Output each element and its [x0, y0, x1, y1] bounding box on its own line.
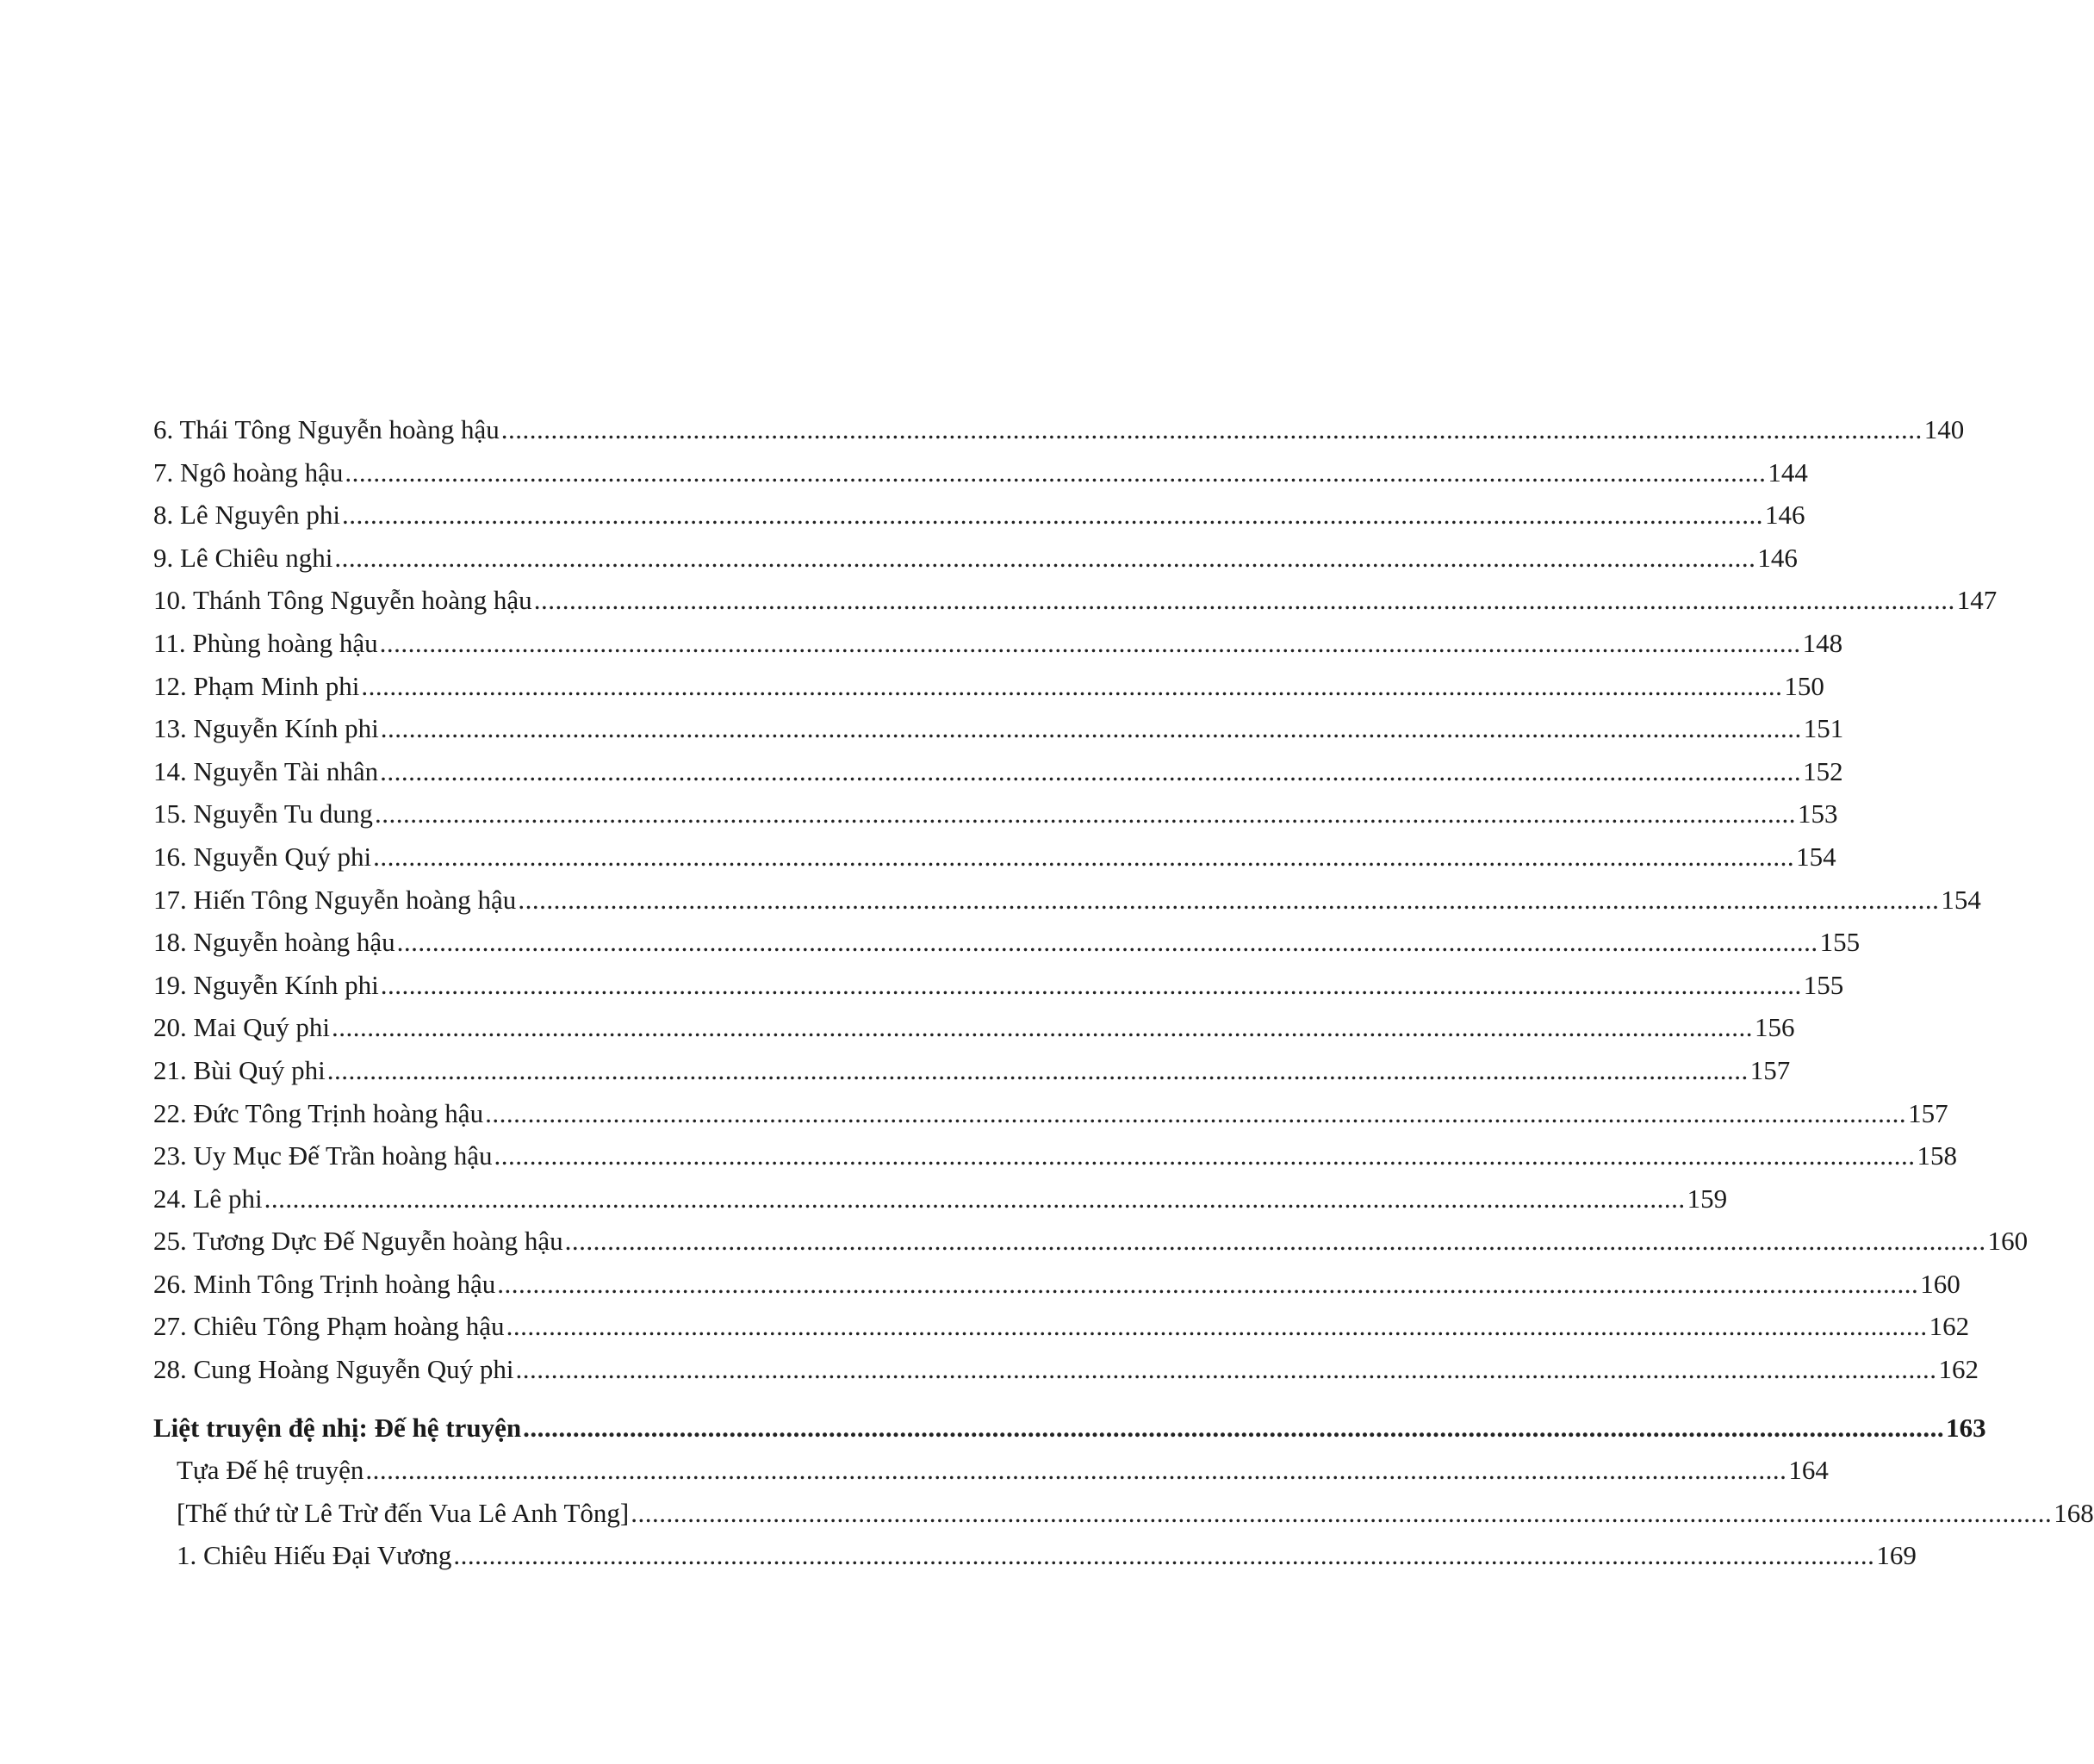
toc-entry-label: 16. Nguyễn Quý phi: [153, 841, 372, 872]
dot-leader: ........................................................................................................................................................................................................: [506, 1311, 1928, 1342]
dot-leader: ........................................................................................................................................................................................................: [500, 414, 1923, 444]
dot-leader: ........................................................................................................................................................................................................: [485, 1097, 1907, 1128]
toc-entry[interactable]: [153, 1449, 1829, 1492]
toc-entry[interactable]: [153, 750, 1843, 793]
toc-entry-page-number: 153: [1797, 798, 1838, 829]
dot-leader: ........................................................................................................................................................................................................: [518, 884, 1940, 915]
section-heading-label: Liệt truyện đệ nhị: Đế hệ truyện: [153, 1412, 522, 1443]
table-of-contents: [153, 408, 2094, 1577]
toc-entry-page-number: 150: [1784, 670, 1824, 701]
toc-entry-label: 18. Nguyễn hoàng hậu: [153, 927, 395, 958]
toc-entry-label: 8. Lê Nguyên phi: [153, 500, 340, 531]
toc-entry-label: 9. Lê Chiêu nghi: [153, 542, 333, 573]
toc-entry-page-number: 146: [1764, 500, 1805, 531]
toc-entry-page-number: 158: [1917, 1140, 1957, 1171]
dot-leader: ........................................................................................................................................................................................................: [380, 713, 1802, 744]
dot-leader: ........................................................................................................................................................................................................: [515, 1354, 1937, 1385]
toc-entry-label: 27. Chiêu Tông Phạm hoàng hậu: [153, 1311, 505, 1342]
toc-entry-label: 19. Nguyễn Kính phi: [153, 969, 379, 1000]
toc-entry-label: 15. Nguyễn Tu dung: [153, 798, 373, 829]
toc-entry[interactable]: [153, 1177, 1728, 1221]
toc-entry-label: 23. Uy Mục Đế Trần hoàng hậu: [153, 1140, 493, 1171]
dot-leader: ........................................................................................................................................................................................................: [331, 1012, 1753, 1043]
toc-section-heading[interactable]: [153, 1407, 1986, 1450]
toc-entry-page-number: 147: [1956, 585, 1998, 616]
toc-entry-page-number: 168: [2054, 1497, 2094, 1528]
toc-entry[interactable]: [153, 1305, 1970, 1348]
toc-entry-label: 1. Chiêu Hiếu Đại Vương: [177, 1540, 452, 1571]
dot-leader: ........................................................................................................................................................................................................: [453, 1540, 1875, 1571]
dot-leader: ........................................................................................................................................................................................................: [494, 1140, 1916, 1171]
toc-entry-page-number: 155: [1803, 969, 1844, 1000]
toc-entry-page-number: 154: [1941, 884, 1981, 915]
dot-leader: ........................................................................................................................................................................................................: [374, 798, 1796, 829]
toc-entry-page-number: 160: [1987, 1226, 2029, 1257]
toc-entry-page-number: 169: [1876, 1540, 1917, 1571]
toc-entry-page-number: 154: [1796, 841, 1836, 872]
toc-entry-label: 17. Hiến Tông Nguyễn hoàng hậu: [153, 884, 517, 915]
toc-entry-page-number: 159: [1687, 1183, 1728, 1214]
toc-entry[interactable]: [153, 921, 1861, 964]
dot-leader: ........................................................................................................................................................................................................: [533, 585, 1955, 616]
toc-entry-label: 21. Bùi Quý phi: [153, 1054, 326, 1085]
toc-entry[interactable]: [153, 1049, 1791, 1092]
toc-entry-label: 7. Ngô hoàng hậu: [153, 457, 344, 488]
toc-entry-page-number: 146: [1757, 542, 1798, 573]
toc-entry[interactable]: [153, 964, 1844, 1007]
dot-leader: ........................................................................................................................................................................................................: [365, 1455, 1787, 1486]
toc-entry-label: 12. Phạm Minh phi: [153, 670, 360, 701]
toc-entry-page-number: 144: [1768, 457, 1808, 488]
toc-entry-page-number: 155: [1819, 927, 1861, 958]
toc-entry-label: 20. Mai Quý phi: [153, 1012, 330, 1043]
toc-entry[interactable]: [153, 451, 1808, 494]
toc-entry[interactable]: [153, 665, 1824, 708]
toc-entry-page-number: 157: [1749, 1054, 1791, 1085]
toc-entry-label: Tựa Đế hệ truyện: [177, 1455, 364, 1486]
toc-entry[interactable]: [153, 835, 1836, 879]
toc-entry[interactable]: [153, 408, 1965, 451]
toc-entry[interactable]: [153, 879, 1981, 922]
toc-entry[interactable]: [153, 1092, 1948, 1135]
toc-entry-page-number: 156: [1754, 1012, 1795, 1043]
toc-entry-page-number: 140: [1923, 414, 1965, 444]
toc-entry-page-number: 162: [1938, 1354, 1979, 1385]
toc-entry-label: 10. Thánh Tông Nguyễn hoàng hậu: [153, 585, 532, 616]
dot-leader: ........................................................................................................................................................................................................: [631, 1497, 2053, 1528]
toc-entry[interactable]: [153, 622, 1843, 665]
dot-leader: ........................................................................................................................................................................................................: [373, 841, 1795, 872]
toc-entry-label: 14. Nguyễn Tài nhân: [153, 755, 379, 786]
toc-entry-label: 24. Lê phi: [153, 1183, 263, 1214]
toc-entries-genealogy: [153, 1449, 2094, 1577]
dot-leader: ........................................................................................................................................................................................................: [341, 500, 1763, 531]
dot-leader: ........................................................................................................................................................................................................: [345, 457, 1767, 488]
toc-entry[interactable]: [153, 579, 1998, 622]
toc-entry-label: 13. Nguyễn Kính phi: [153, 713, 379, 744]
toc-entry[interactable]: [153, 792, 1838, 835]
toc-entry-page-number: 152: [1803, 755, 1843, 786]
toc-entry[interactable]: [153, 494, 1805, 537]
toc-entry[interactable]: [153, 1534, 1917, 1577]
dot-leader: ........................................................................................................................................................................................................: [264, 1183, 1686, 1214]
toc-entry-label: 26. Minh Tông Trịnh hoàng hậu: [153, 1268, 496, 1299]
toc-entry-label: 22. Đức Tông Trịnh hoàng hậu: [153, 1097, 484, 1128]
toc-entry-page-number: 162: [1929, 1311, 1970, 1342]
toc-entry[interactable]: [153, 1006, 1795, 1049]
dot-leader: ........................................................................................................................................................................................................: [380, 755, 1802, 786]
toc-entry[interactable]: [153, 707, 1844, 750]
toc-entry-label: 25. Tương Dực Đế Nguyễn hoàng hậu: [153, 1226, 563, 1257]
dot-leader: ........................................................................................................................................................................................................: [380, 969, 1802, 1000]
toc-entry[interactable]: [153, 1492, 2094, 1535]
toc-entry-page-number: 157: [1908, 1097, 1948, 1128]
toc-entry[interactable]: [153, 1134, 1957, 1177]
section-heading-page-number: 163: [1946, 1412, 1986, 1443]
toc-entry[interactable]: [153, 1263, 1960, 1306]
toc-entry-page-number: 164: [1788, 1455, 1829, 1486]
dot-leader: ........................................................................................................................................................................................................: [396, 927, 1818, 958]
dot-leader: ........................................................................................................................................................................................................: [497, 1268, 1919, 1299]
toc-entry[interactable]: [153, 537, 1798, 580]
dot-leader: ........................................................................................................................................................................................................: [326, 1054, 1749, 1085]
dot-leader: ........................................................................................................................................................................................................: [564, 1226, 1986, 1257]
dot-leader: ........................................................................................................................................................................................................: [361, 670, 1783, 701]
dot-leader: ........................................................................................................................................................................................................: [523, 1412, 1945, 1443]
toc-entry-page-number: 148: [1802, 627, 1843, 658]
toc-entry-page-number: 160: [1920, 1268, 1960, 1299]
toc-entry[interactable]: [153, 1348, 1979, 1391]
toc-entry-label: 11. Phùng hoàng hậu: [153, 627, 378, 658]
dot-leader: ........................................................................................................................................................................................................: [334, 542, 1756, 573]
dot-leader: ........................................................................................................................................................................................................: [379, 627, 1801, 658]
toc-entry[interactable]: [153, 1220, 2029, 1263]
toc-entry-label: 6. Thái Tông Nguyễn hoàng hậu: [153, 414, 500, 444]
toc-entries-consorts: [153, 408, 2029, 1391]
toc-entry-label: [Thế thứ từ Lê Trừ đến Vua Lê Anh Tông]: [177, 1497, 630, 1528]
toc-entry-label: 28. Cung Hoàng Nguyễn Quý phi: [153, 1354, 514, 1385]
toc-entry-page-number: 151: [1803, 713, 1844, 744]
